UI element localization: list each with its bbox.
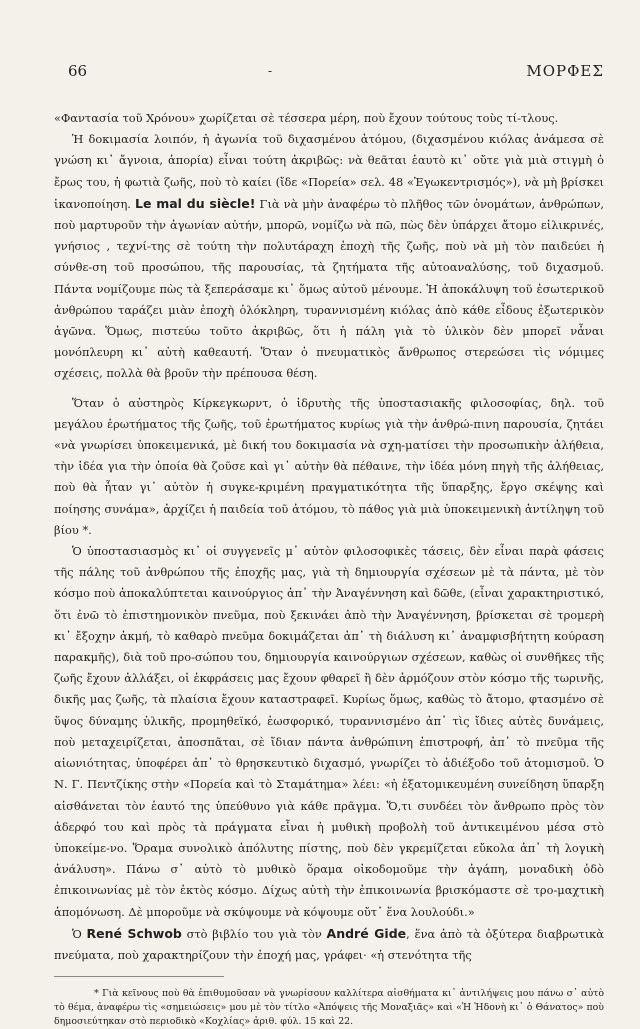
paragraph-5-text-a: Ὁ [72,926,82,941]
paragraph-5 [54,923,604,966]
page-header [54,62,604,92]
paragraph-5-text-e: , ἕνα ἀπὸ τὰ ὀξύτερα διαβρωτικὰ πνεύματα, ποὺ χαρακτηρίζουν τὴν ἐποχή μας, γράφει· «ἡ στενότητα τῆς [54,926,604,962]
andre-gide: André Gide [326,925,407,941]
body-text [54,108,604,966]
footnote: * Γιὰ κεῖνους ποὺ θὰ ἐπιθυμοῦσαν νὰ γνωρίσουν καλλίτερα αἰσθήματα κι᾽ ἀντιλήψεις μου πάνω σ᾽ αὐτὸ τὸ θέμα, ἀναφέρω τὶς «σημειώσεις» μου μὲ τὸν τίτλο «Ἀπόψεις τῆς Μοναξιᾶς» καὶ «Ἡ Ἡδονὴ κι᾽ ὁ Θάνατος» ποὺ δημοσιεύτηκαν στὸ περιοδικὸ «Κοχλίας» ἀριθ. φύλ. 15 καὶ 22. [54,987,604,1027]
running-head: ΜΟΡΦΕΣ [526,62,604,80]
paragraph-5-text-c: στὸ βιβλίο του γιὰ τὸν [186,926,322,941]
header-mark: - [268,64,273,78]
paragraph-3: Ὅταν ὁ αὐστηρὸς Κίρκεγκωρντ, ὁ ἱδρυτὴς τῆς ὑποστασιακῆς φιλοσοφίας, δηλ. τοῦ μεγάλου ἐρωτήματος τῆς ζωῆς, τοῦ ἐρωτήματος κυρίως γιὰ τὴν ἀνθρώ-πινη παρουσία, ζητάει «νὰ γνωρίσει ὑποκειμενικά, μὲ δική του δοκιμασία νὰ σχη-ματίσει τὴν προσωπικὴν ἀλήθεια, τὴν ἰδέα για τὴν ὁποία θὰ ζοῦσε καὶ γι᾽ αὐτὴν θὰ πέθαινε, τὴν ἰδέα μόνη πηγὴ τῆς ἀλήθειας, ποὺ θὰ ἦταν γι᾽ αὐτὸν ἡ συγκε-κριμένη πραγματικότητα τῆς ὕπαρξης, ἔργο σκέψης καὶ ποίησης συνάμα», ἀρχίζει ἡ παιδεία τοῦ ἀτόμου, τὸ πάθος γιὰ μιὰ ὑποκειμενικὴ ἀντίληψη τοῦ βίου *. [54,395,604,537]
paragraph-2-text-a: Ἡ δοκιμασία λοιπόν, ἡ ἀγωνία τοῦ διχασμένου ἀτόμου, (διχασμένου κιόλας ἀνάμεσα σὲ γνώση κι᾽ ἄγνοια, ἀπορία) εἶναι τούτη ἀκριβῶς: νὰ θεᾶται ἑαυτὸ κι᾽ οὔτε γιὰ μιὰ στιγμὴ ὁ ἔρως του, ἡ φωτιὰ ζωῆς, ποὺ τὸ καίει (ἴδε «Πορεία» σελ. 48 «Ἐγωκεντρισμός»), νὰ μὴ βρίσκει ἱκανοποίηση. [54,132,604,211]
le-mal-du-siecle: Le mal du siècle! [134,195,256,211]
rene-schwob: René Schwob [86,925,182,941]
paragraph-2-text-c: Γιὰ νὰ μὴν ἀναφέρω τὸ πλῆθος τῶν ὀνομάτων, ἀνθρώπων, ποὺ μαρτυροῦν τὴν ἀγωνίαν αὐτήν, μπορῶ, νομίζω νὰ πῶ, πὼς δὲν ὑπάρχει ἄτομο εἰλικρινές, γνήσιος , τεχνί-της σὲ τούτη τὴν πολυτάραχη ἐποχὴ τῆς ζωῆς, ποὺ νὰ μὴ τὸν παιδεύει ἡ σύνθε-ση τοῦ προσώπου, τῆς παρουσίας, τὰ ζητήματα τῆς αὐτοαναλύσης, τοῦ διχασμοῦ. Πάντα νομίζουμε πὼς τὰ ξεπεράσαμε κι᾽ ὅμως αὐτοῦ μένουμε. Ἡ ἀποκάλυψη τοῦ ἐσωτερικοῦ ἀνθρώπου ταράζει μιὰν ἐποχὴ ὁλόκληρη, τυραννισμένη κιόλας ἀπὸ κάθε εἶδους ἐξωτερικὸν ἀγῶνα. Ὅμως, πιστεύω τοῦτο ἀκριβῶς, ὅτι ἡ πάλη γιὰ τὸ ὑλικὸν δὲν μπορεῖ νἆναι μονόπλευρη κι᾽ αὐτὴ καθεαυτή. Ὅταν ὁ πνευματικὸς ἄνθρωπος στερεώσει τὶς νόμιμες σχέσεις, πολλὰ θὰ βροῦν τὴν πρέπουσα θέση. [54,196,604,381]
page-number: 66 [68,62,88,80]
paragraph-4: Ὁ ὑποστασιασμὸς κι᾽ οἱ συγγενεῖς μ᾽ αὐτὸν φιλοσοφικὲς τάσεις, δὲν εἶναι παρὰ φάσεις τῆς πάλης τοῦ ἀνθρώπου τῆς ἐποχῆς μας, γιὰ τὴ δημιουργία σχέσεων μὲ τὰ πάντα, μὲ τὸν κόσμο ποὺ ἀποκαλύπτεται καινούργιος ἀπ᾽ τὴν Ἀναγέννηση καὶ δῶθε, (εἶναι χαρακτηριστικό, ὅτι ἐνῶ τὸ ἐπιστημονικὸν πνεῦμα, ποὺ ξεκινάει ἀπὸ τὴν Ἀναγέννηση, βρίσκεται σὲ τρομερὴ κι᾽ ἔξοχην ἀκμή, τὸ καθαρὸ πνεῦμα δοκιμάζεται ἀπ᾽ τὴ διάλυση κι᾽ ἀναμφισβήτητη κούραση παρακμῆς), διὰ τοῦ προ-σώπου του, δημιουργία καινούργιων σχέσεων, καθὼς οἱ συνθῆκες τῆς ζωῆς ἔχουν ἀλλάξει, οἱ ἐκφράσεις μας ἔχουν φθαρεῖ ἢ δὲν ἁρμόζουν στὸν κόσμο τῆς τωρινῆς, δικῆς μας ζωῆς, τὰ πλαίσια ἔχουν καταστραφεῖ. Κυρίως ὅμως, καθὼς τὸ ἄτομο, φτασμένο σὲ ὕψος δύναμης ὑλικῆς, προμηθεϊκό, ἑωσφορικό, τυραννισμένο ἀπ᾽ τὶς ἴδιες αὐτὲς δυνάμεις, ποὺ μεταχειρίζεται, ἀποσπᾶται, σὲ ἴδιαν πάντα ἀνθρώπινη ἐπιστροφή, ἀπ᾽ τὸ πνεῦμα τῆς αἰωνιότητας, ὑποφέρει ἀπ᾽ τὸ θρησκευτικὸ διχασμό, γνωρίζει τὸ ἀδιέξοδο τοῦ ἀτομισμοῦ. Ὁ Ν. Γ. Πεντζίκης στὴν «Πορεία καὶ τὸ Σταμάτημα» λέει: «ἡ ἐξατομικευμένη συνείδηση ὕπαρξη αἰσθάνεται τὸν ἑαυτό της ὑπεύθυνο γιὰ κάθε πρᾶγμα. Ὅ,τι συνδέει τὸν ἄνθρωπο πρὸς τὸν ἀδερφό του καὶ πρὸς τὰ πράγματα εἶναι ἡ μυθικὴ προβολὴ τοῦ ἀντικειμένου μέσα στὸ ὑποκείμε-νο. Ὅραμα συνολικὸ ἀπόλυτης πίστης, ποὺ δὲν γκρεμίζεται εὔκολα ἀπ᾽ τὴ λογικὴ ἀνάλυση». Πάνω σ᾽ αὐτὸ τὸ μυθικὸ ὅραμα οἰκοδομοῦμε τὴν ἀγάπη, μοναδικὴ ὁδὸ ἐπικοινωνίας μὲ τὸν ἐκτὸς κόσμο. Δίχως αὐτὴ τὴν ἐπικοινωνία βρισκόμαστε σὲ τρο-μαχτικὴ ἀπομόνωση. Δὲ μποροῦμε νὰ σκύψουμε νὰ κόψουμε οὔτ᾽ ἕνα λουλούδι.» [54,544,604,919]
footnote-divider [54,976,224,977]
paragraph-1: «Φαντασία τοῦ Χρόνου» χωρίζεται σὲ τέσσερα μέρη, ποὺ ἔχουν τούτους τοὺς τί-τλους. [54,111,559,125]
paragraph-2 [54,129,604,384]
